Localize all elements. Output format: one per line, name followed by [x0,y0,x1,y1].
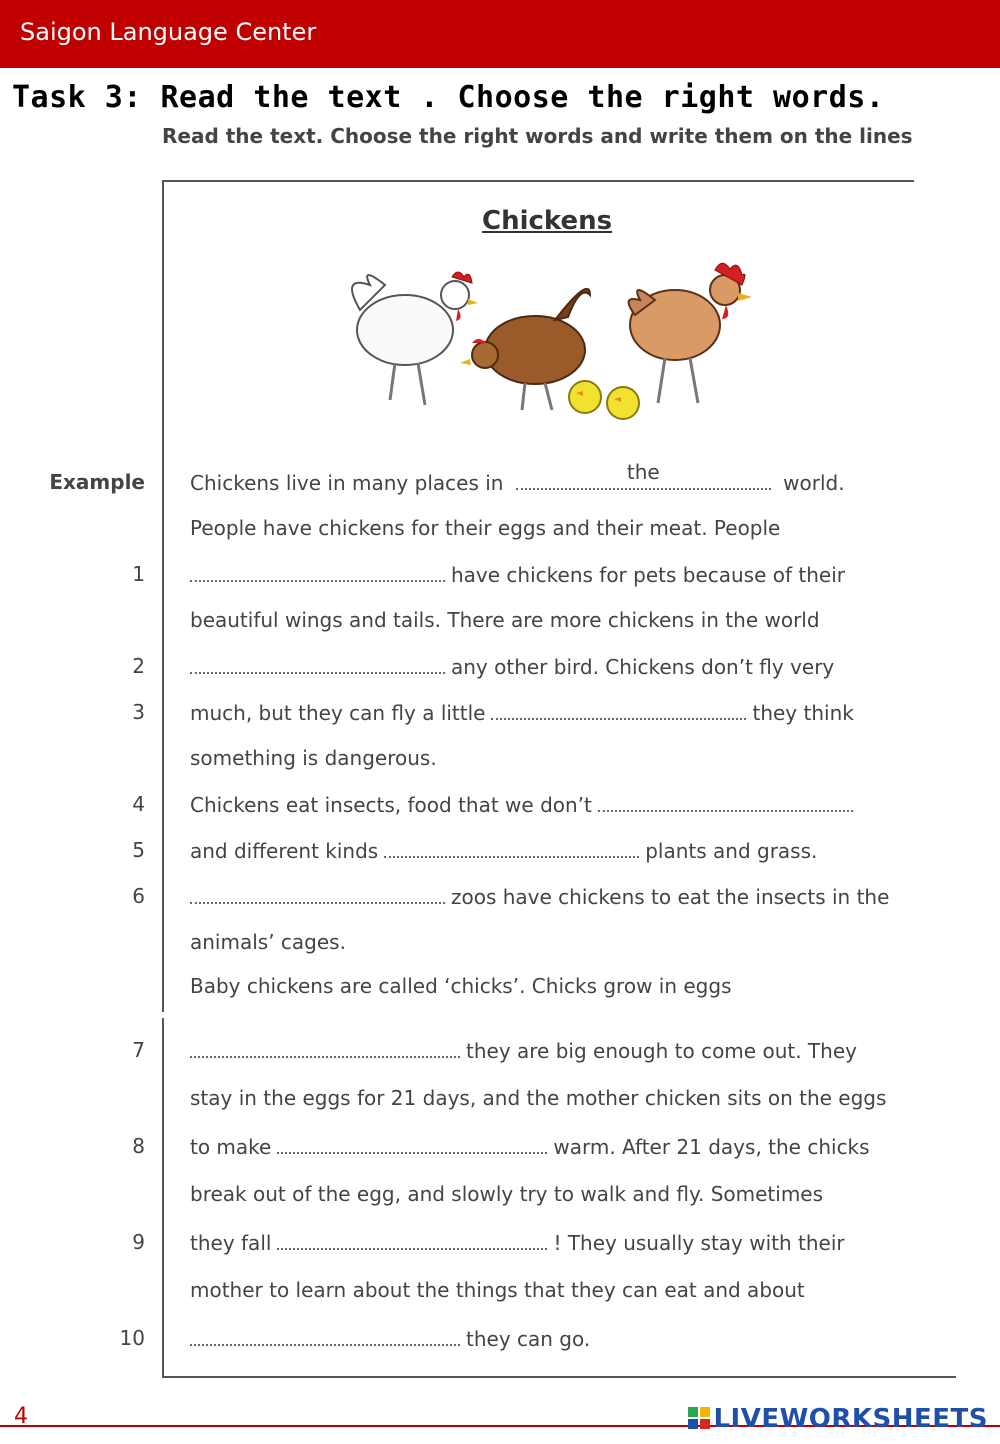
line-text: and different kinds [190,839,379,863]
liveworksheets-icon [687,1406,711,1430]
text-line: something is dangerous. [190,746,437,770]
question-number-7: 7 [132,1038,145,1062]
white-hen-icon [352,272,478,405]
question-number-10: 10 [119,1326,145,1350]
text-line: stay in the eggs for 21 days, and the mother chicken sits on the eggs [190,1086,887,1110]
frame-left-rule [162,180,164,1012]
example-answer-blank [516,460,771,490]
example-label: Example [49,470,145,494]
line-text: zoos have chickens to eat the insects in the [451,885,890,909]
line-text: plants and grass. [645,839,818,863]
line-text: have chickens for pets because of their [451,563,846,587]
answer-blank-8[interactable] [277,1134,547,1154]
rooster-icon [629,263,752,403]
text-line-7 [190,1038,857,1063]
answer-blank-1[interactable] [190,562,445,582]
question-number-8: 8 [132,1134,145,1158]
text-line: People have chickens for their eggs and their meat. People [190,516,781,540]
text-line: mother to learn about the things that they can eat and about [190,1278,805,1302]
question-number-3: 3 [132,700,145,724]
question-number-2: 2 [132,654,145,678]
text-line: beautiful wings and tails. There are more chickens in the world [190,608,820,632]
instruction-text: Read the text. Choose the right words and write them on the lines [162,124,913,148]
frame-bottom-rule [162,1376,956,1378]
header-title: Saigon Language Center [20,18,317,46]
line-text: Chickens live in many places in [190,471,504,495]
chick-icon [569,381,639,419]
text-line: Baby chickens are called ‘chicks’. Chicks grow in eggs [190,974,732,998]
header-bar [0,0,1000,68]
line-text: ! They usually stay with their [553,1231,845,1255]
line-text: much, but they can fly a little [190,701,486,725]
question-number-4: 4 [132,792,145,816]
question-number-6: 6 [132,884,145,908]
line-text: to make [190,1135,272,1159]
answer-blank-7[interactable] [190,1038,460,1058]
line-text: they think [752,701,854,725]
chickens-illustration [340,255,760,425]
text-line-6 [190,884,889,909]
text-line-4 [190,792,859,817]
line-text: they can go. [466,1327,591,1351]
question-number-1: 1 [132,562,145,586]
brand-logo [687,1404,988,1434]
text-line-5 [190,838,817,863]
example-answer: the [626,460,660,484]
text-line-9 [190,1230,845,1255]
story-title: Chickens [482,206,613,236]
line-text: they fall [190,1231,272,1255]
line-text: they are big enough to come out. They [466,1039,857,1063]
answer-blank-5[interactable] [384,838,639,858]
line-text: warm. After 21 days, the chicks [553,1135,870,1159]
text-line-10 [190,1326,590,1351]
text-line-1 [190,562,845,587]
answer-blank-4[interactable] [598,792,853,812]
answer-blank-3[interactable] [491,700,746,720]
text-line-example [190,460,845,495]
text-line-8 [190,1134,870,1159]
text-line: break out of the egg, and slowly try to walk and fly. Sometimes [190,1182,824,1206]
answer-blank-6[interactable] [190,884,445,904]
page-number: 4 [14,1404,28,1429]
line-text: any other bird. Chickens don’t fly very [451,655,835,679]
answer-blank-2[interactable] [190,654,445,674]
answer-blank-9[interactable] [277,1230,547,1250]
answer-blank-10[interactable] [190,1326,460,1346]
text-line-2 [190,654,834,679]
question-number-9: 9 [132,1230,145,1254]
brand-name: LIVEWORKSHEETS [713,1404,988,1434]
task-title: Task 3: Read the text . Choose the right words. [12,80,885,115]
question-number-5: 5 [132,838,145,862]
line-text: Chickens eat insects, food that we don’t [190,793,592,817]
frame-left-rule-lower [162,1018,164,1378]
line-text: world. [783,471,845,495]
frame-top-rule [162,180,914,182]
text-line-3 [190,700,854,725]
text-line: animals’ cages. [190,930,346,954]
